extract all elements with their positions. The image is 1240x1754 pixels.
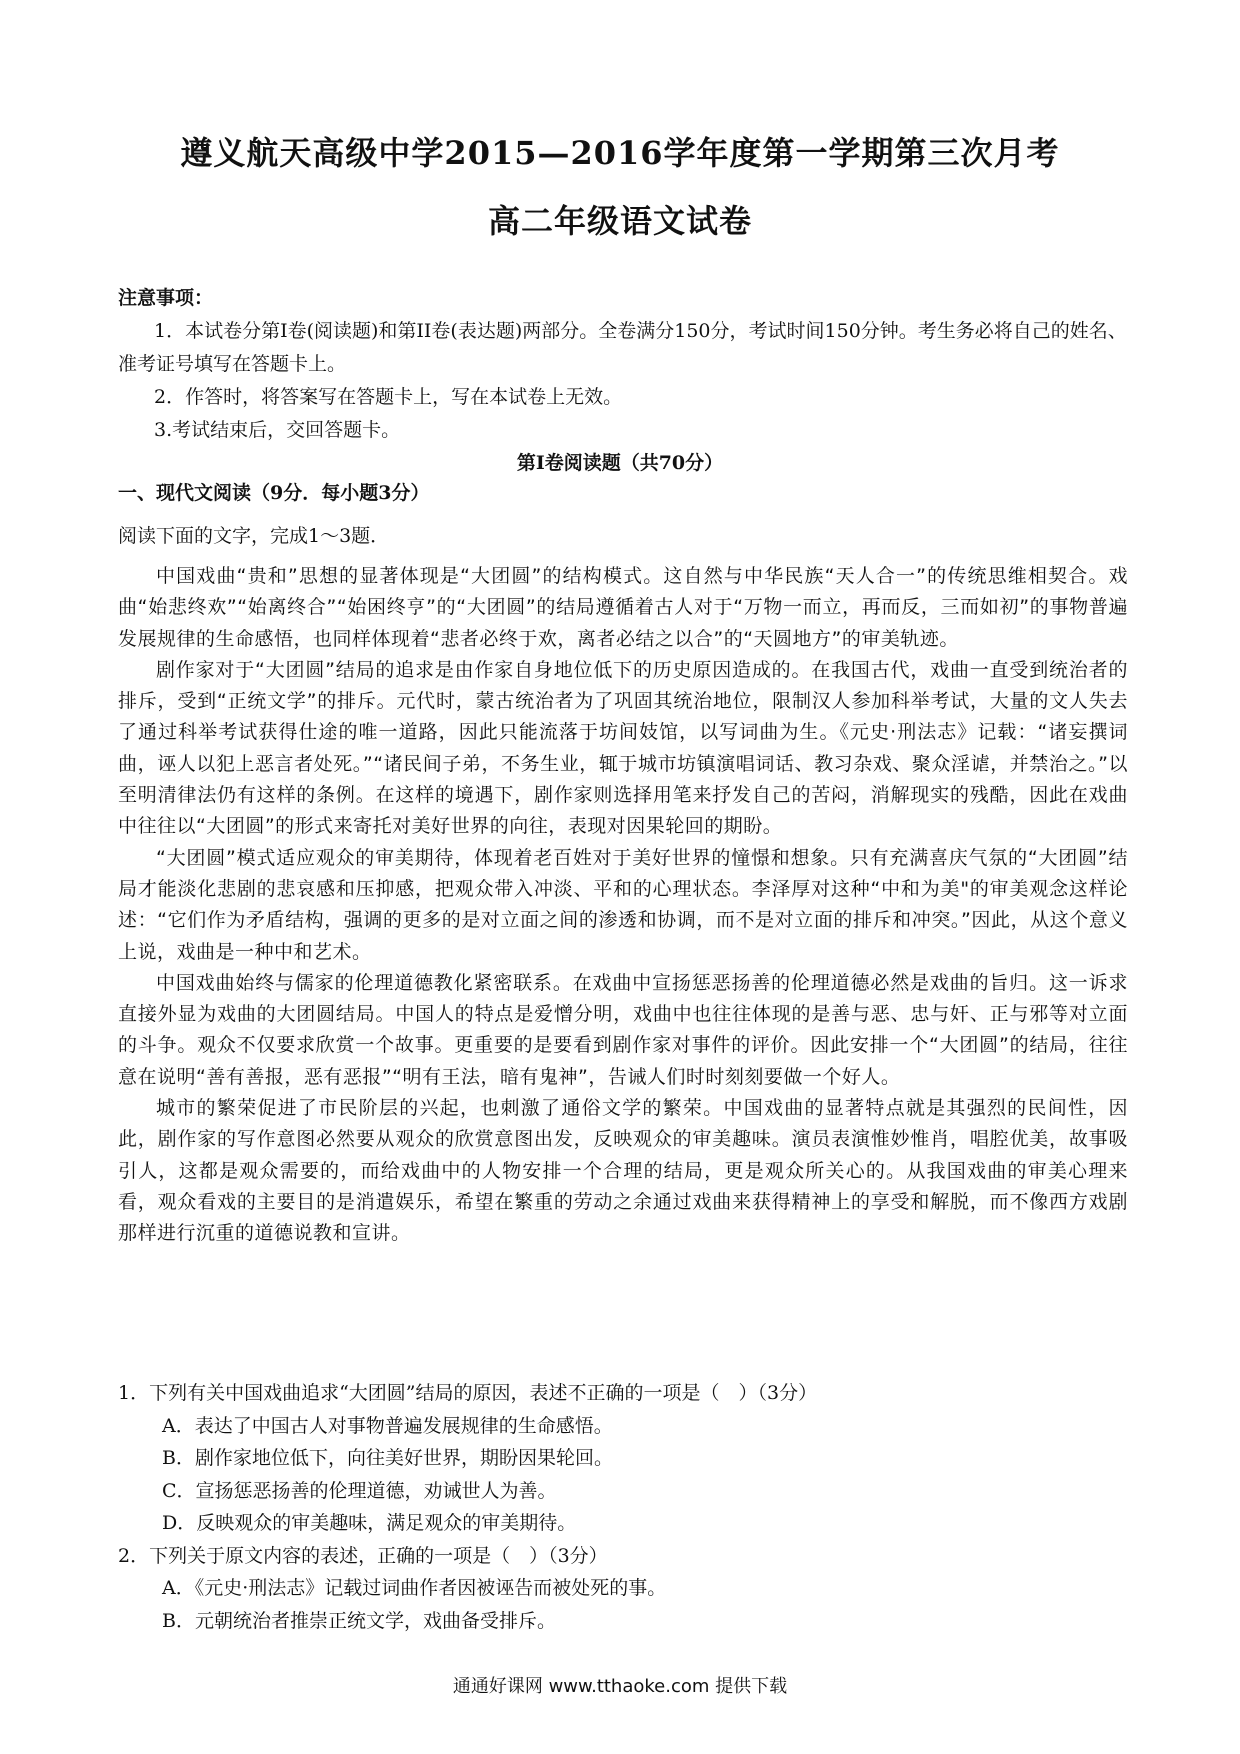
exam-title: 遵义航天高级中学2015—2016学年度第一学期第三次月考 <box>180 134 1060 172</box>
question-list <box>118 1377 1128 1637</box>
question-option: A．《元史·刑法志》记载过词曲作者因被诬告而被处死的事。 <box>162 1577 667 1599</box>
question-option: C．宣扬惩恶扬善的伦理道德，劝诫世人为善。 <box>162 1479 557 1502</box>
article-paragraph: 中国戏曲“贵和”思想的显著体现是“大团圆”的结构模式。这自然与中华民族“天人合一”的传统思维相契合。戏曲“始悲终欢”“始离终合”“始困终亨”的“大团圆”的结局遵循着古人对于“万物一而立，再而反，三而如初”的事物普遍发展规律的生命感悟，也同样体现着“悲者必终于欢，离者必结之以合”的“天圆地方”的审美轨迹。 <box>118 565 1128 650</box>
notes-item: 3.考试结束后，交回答题卡。 <box>154 419 401 441</box>
question-stem: 2．下列关于原文内容的表述，正确的一项是（ ）（3分） <box>118 1544 608 1567</box>
question-option: A．表达了中国古人对事物普遍发展规律的生命感悟。 <box>162 1414 613 1437</box>
reading-instruction: 阅读下面的文字，完成1～3题． <box>118 525 390 547</box>
question-option: B．剧作家地位低下，向往美好世界，期盼因果轮回。 <box>162 1447 613 1469</box>
section-title: 第Ⅰ卷阅读题（共70分） <box>516 452 724 474</box>
notes-item: 1．本试卷分第Ⅰ卷(阅读题)和第II卷(表达题)两部分。全卷满分150分，考试时间150分钟。考生务必将自己的姓名、准考证号填写在答题卡上。 <box>118 320 1127 375</box>
notes-heading: 注意事项： <box>118 287 214 309</box>
article-paragraph: 城市的繁荣促进了市民阶层的兴起，也刺激了通俗文学的繁荣。中国戏曲的显著特点就是其强烈的民间性，因此，剧作家的写作意图必然要从观众的欣赏意图出发，反映观众的审美趣味。演员表演惟妙惟肖，唱腔优美，故事吸引人，这都是观众需要的，而给戏曲中的人物安排一个合理的结局，更是观众所关心的。从我国戏曲的审美心理来看，观众看戏的主要目的是消遣娱乐，希望在繁重的劳动之余通过戏曲来获得精神上的享受和解脱，而不像西方戏剧那样进行沉重的道德说教和宣讲。 <box>118 1097 1128 1245</box>
page-footer: 通通好课网 www.tthaoke.com 提供下载 <box>452 1676 788 1697</box>
article-paragraph: 剧作家对于“大团圆”结局的追求是由作家自身地位低下的历史原因造成的。在我国古代，戏曲一直受到统治者的排斥，受到“正统文学”的排斥。元代时，蒙古统治者为了巩固其统治地位，限制汉人参加科举考试，大量的文人失去了通过科举考试获得仕途的唯一道路，因此只能流落于坊间妓馆，以写词曲为生。《元史·刑法志》记载：“诸妄撰词曲，诬人以犯上恶言者处死。”“诸民间子弟，不务生业，辄于城市坊镇演唱词话、教习杂戏、聚众淫谑，并禁治之。”以至明清律法仍有这样的条例。在这样的境遇下，剧作家则选择用笔来抒发自己的苦闷，消解现实的残酷，因此在戏曲中往往以“大团圆”的形式来寄托对美好世界的向往，表现对因果轮回的期盼。 <box>118 658 1128 838</box>
notes-item: 2．作答时，将答案写在答题卡上，写在本试卷上无效。 <box>154 386 623 408</box>
question-option: D．反映观众的审美趣味，满足观众的审美期待。 <box>162 1512 577 1534</box>
article-paragraph: 中国戏曲始终与儒家的伦理道德教化紧密联系。在戏曲中宣扬惩恶扬善的伦理道德必然是戏曲的旨归。这一诉求直接外显为戏曲的大团圆结局。中国人的特点是爱憎分明，戏曲中也往往体现的是善与恶、忠与奸、正与邪等对立面的斗争。观众不仅要求欣赏一个故事。更重要的是要看到剧作家对事件的评价。因此安排一个“大团圆”的结局，往往意在说明“善有善报，恶有恶报”“明有王法，暗有鬼神”，告诫人们时时刻刻要做一个好人。 <box>118 971 1128 1088</box>
reading-article <box>118 561 1128 1250</box>
question-stem: 1．下列有关中国戏曲追求“大团圆”结局的原因，表述不正确的一项是（ ）（3分） <box>118 1382 818 1404</box>
question-option: B．元朝统治者推崇正统文学，戏曲备受排斥。 <box>162 1609 556 1632</box>
exam-subtitle: 高二年级语文试卷 <box>487 202 752 240</box>
exam-notes <box>118 282 1128 447</box>
article-paragraph: “大团圆”模式适应观众的审美期待，体现着老百姓对于美好世界的憧憬和想象。只有充满喜庆气氛的“大团圆”结局才能淡化悲剧的悲哀感和压抑感，把观众带入冲淡、平和的心理状态。李泽厚对这种“中和为美"的审美观念这样论述：“它们作为矛盾结构，强调的更多的是对立面之间的渗透和协调，而不是对立面的排斥和冲突。”因此，从这个意义上说，戏曲是一种中和艺术。 <box>118 846 1128 963</box>
part-title: 一、现代文阅读（9分．每小题3分） <box>118 482 430 504</box>
